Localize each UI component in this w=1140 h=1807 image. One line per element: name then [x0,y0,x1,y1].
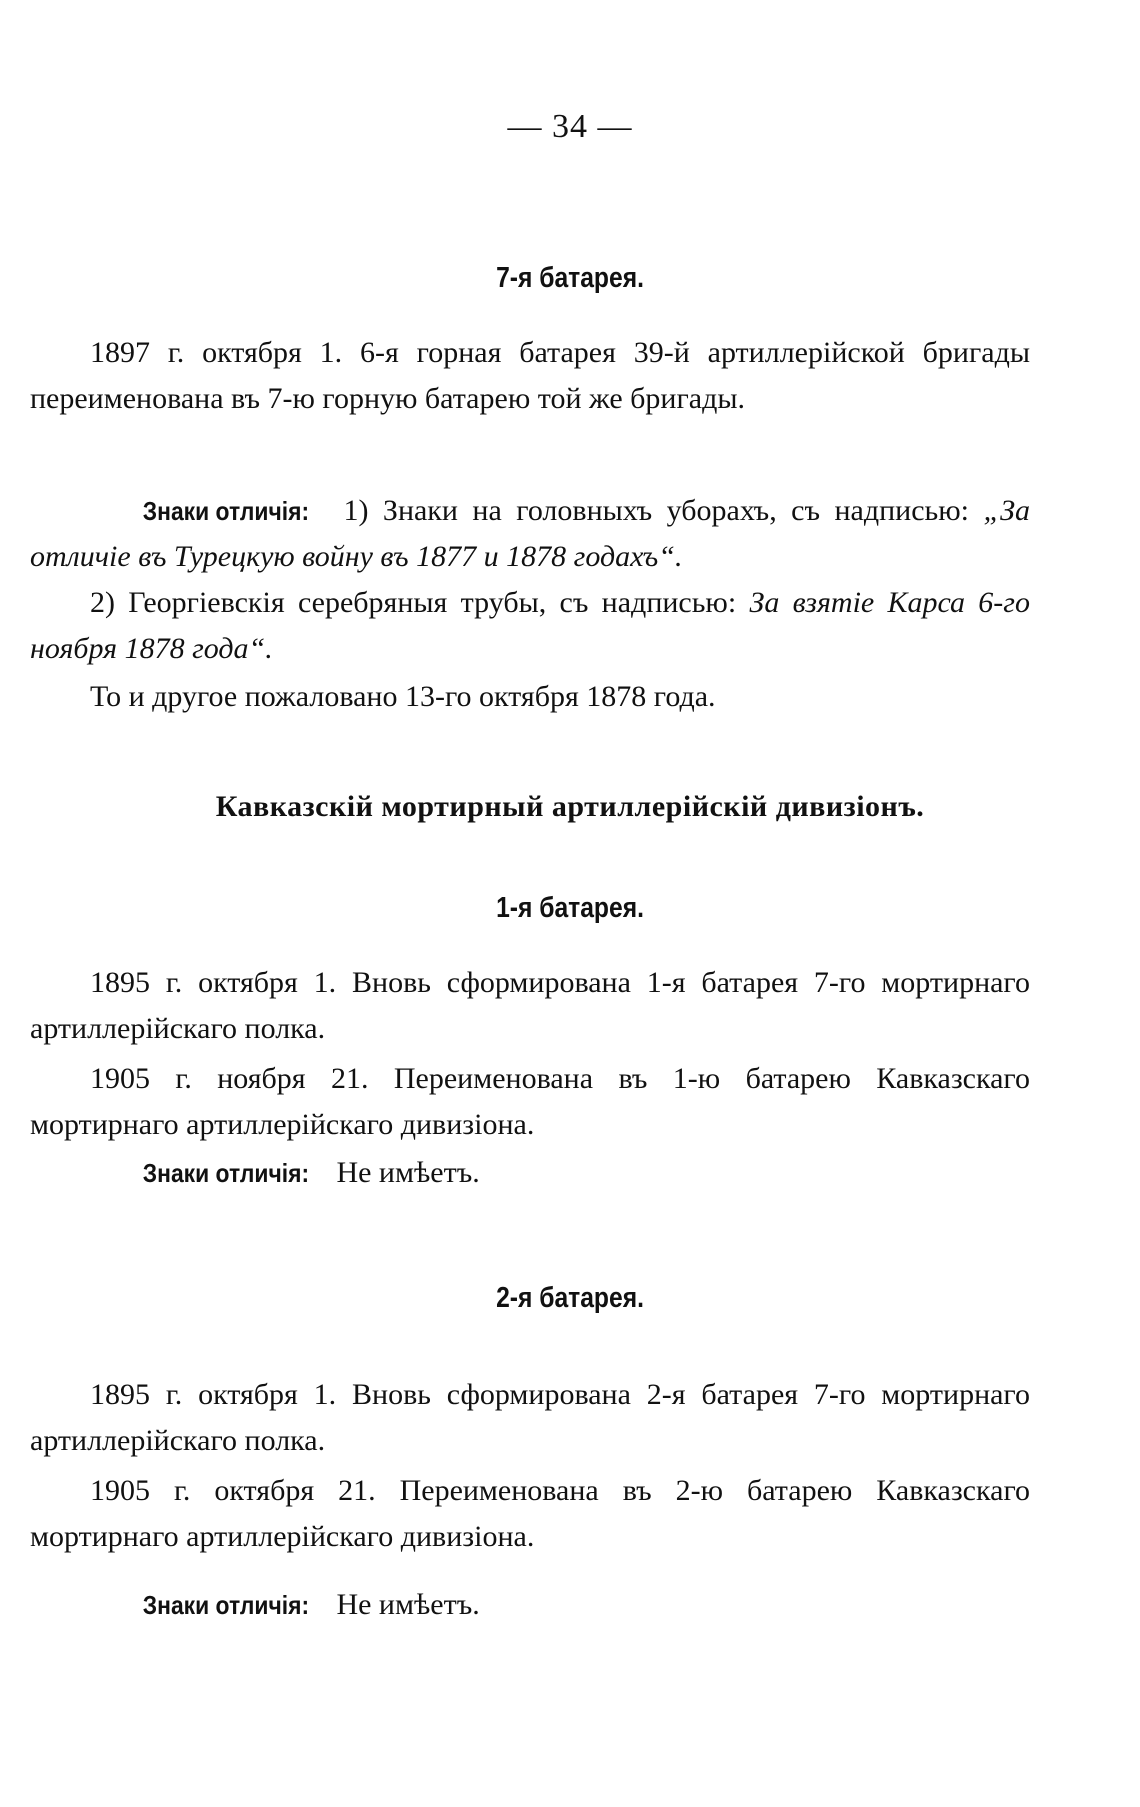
battery7-granted: То и другое пожаловано 13-го октября 1878 года. [90,680,716,713]
battery7-insignia-1 [30,488,1030,580]
battery1-insignia [30,1150,1030,1196]
insignia-label: Знаки отличія: [142,1158,310,1188]
battery7-insignia-2 [30,580,1030,672]
battery2-heading: 2-я батарея. [496,1282,644,1314]
insignia-value: Не имѣетъ. [336,1156,480,1189]
insignia-value: Не имѣетъ. [336,1588,480,1621]
division-heading: Кавказскій мортирный артиллерійскій дивизіонъ. [215,790,925,823]
battery2-insignia [30,1582,1030,1628]
battery2-para2: 1905 г. октября 21. Переименована въ 2-ю батарею Кавказскаго мортирнаго артиллерійскаго дивизіона. [30,1474,1030,1553]
battery1-para1: 1895 г. октября 1. Вновь сформирована 1-я батарея 7-го мортирнаго артиллерійскаго полка. [30,966,1030,1045]
page-number: — 34 — [507,108,633,145]
battery1-para2: 1905 г. ноября 21. Переименована въ 1-ю батарею Кавказскаго мортирнаго артиллерійскаго дивизіона. [30,1062,1030,1141]
battery7-heading: 7-я батарея. [496,262,644,294]
insignia-2-text: 2) Георгіевскія серебряныя трубы, съ надписью: [90,586,737,619]
insignia-label: Знаки отличія: [142,496,310,526]
insignia-1-text: 1) Знаки на головныхъ уборахъ, съ надписью: [343,494,969,527]
insignia-2-quote: За взятіе Карса 6-го ноября 1878 года“. [30,586,1031,665]
battery1-heading: 1-я батарея. [496,892,644,924]
battery2-para1: 1895 г. октября 1. Вновь сформирована 2-я батарея 7-го мортирнаго артиллерійскаго полка. [30,1378,1030,1457]
insignia-label: Знаки отличія: [142,1590,310,1620]
battery7-para1: 1897 г. октября 1. 6-я горная батарея 39-й артиллерійской бригады переименована въ 7-ю горную батарею той же бригады. [30,336,1030,415]
insignia-1-quote: „За отличіе въ Турецкую войну въ 1877 и 1878 годахъ“. [30,494,1031,573]
